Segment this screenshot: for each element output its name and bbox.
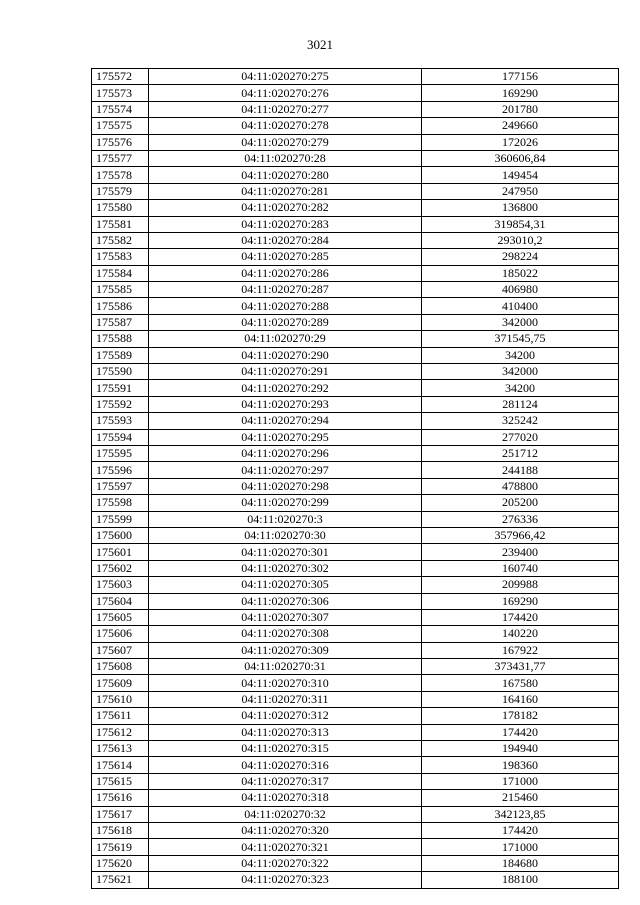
table-row xyxy=(92,445,619,461)
cadastral-value-cell: 34200 xyxy=(422,380,619,396)
cadastral-number-cell: 04:11:020270:28 xyxy=(149,150,422,166)
table-row xyxy=(92,347,619,363)
cadastral-value-cell: 319854,31 xyxy=(422,216,619,232)
row-number-cell: 175609 xyxy=(92,675,149,691)
cadastral-value-cell: 188100 xyxy=(422,872,619,888)
row-number-cell: 175619 xyxy=(92,839,149,855)
cadastral-number-cell: 04:11:020270:294 xyxy=(149,413,422,429)
cadastral-number-cell: 04:11:020270:302 xyxy=(149,560,422,576)
cadastral-value-cell: 244188 xyxy=(422,462,619,478)
cadastral-number-cell: 04:11:020270:315 xyxy=(149,741,422,757)
table-row xyxy=(92,757,619,773)
table-row xyxy=(92,216,619,232)
table-row xyxy=(92,544,619,560)
cadastral-value-cell: 251712 xyxy=(422,445,619,461)
cadastral-number-cell: 04:11:020270:287 xyxy=(149,282,422,298)
cadastral-number-cell: 04:11:020270:30 xyxy=(149,527,422,543)
cadastral-number-cell: 04:11:020270:311 xyxy=(149,691,422,707)
cadastral-value-cell: 171000 xyxy=(422,839,619,855)
cadastral-value-cell: 34200 xyxy=(422,347,619,363)
cadastral-number-cell: 04:11:020270:301 xyxy=(149,544,422,560)
cadastral-value-cell: 136800 xyxy=(422,200,619,216)
row-number-cell: 175611 xyxy=(92,708,149,724)
cadastral-number-cell: 04:11:020270:305 xyxy=(149,577,422,593)
row-number-cell: 175596 xyxy=(92,462,149,478)
cadastral-number-cell: 04:11:020270:285 xyxy=(149,249,422,265)
cadastral-number-cell: 04:11:020270:276 xyxy=(149,85,422,101)
row-number-cell: 175575 xyxy=(92,118,149,134)
table-row xyxy=(92,331,619,347)
table-row xyxy=(92,69,619,85)
table-row xyxy=(92,364,619,380)
table-row xyxy=(92,872,619,888)
cadastral-value-cell: 342000 xyxy=(422,364,619,380)
cadastral-number-cell: 04:11:020270:312 xyxy=(149,708,422,724)
cadastral-value-cell: 178182 xyxy=(422,708,619,724)
table-row xyxy=(92,396,619,412)
row-number-cell: 175600 xyxy=(92,527,149,543)
table-body xyxy=(92,69,619,889)
cadastral-value-cell: 201780 xyxy=(422,101,619,117)
table-row xyxy=(92,609,619,625)
row-number-cell: 175585 xyxy=(92,282,149,298)
cadastral-number-cell: 04:11:020270:289 xyxy=(149,314,422,330)
table-row xyxy=(92,790,619,806)
table-row xyxy=(92,282,619,298)
cadastral-number-cell: 04:11:020270:29 xyxy=(149,331,422,347)
table-row xyxy=(92,134,619,150)
cadastral-value-cell: 215460 xyxy=(422,790,619,806)
row-number-cell: 175583 xyxy=(92,249,149,265)
table-row xyxy=(92,593,619,609)
row-number-cell: 175592 xyxy=(92,396,149,412)
row-number-cell: 175586 xyxy=(92,298,149,314)
cadastral-number-cell: 04:11:020270:322 xyxy=(149,855,422,871)
row-number-cell: 175598 xyxy=(92,495,149,511)
cadastral-value-cell: 357966,42 xyxy=(422,527,619,543)
cadastral-value-cell: 209988 xyxy=(422,577,619,593)
row-number-cell: 175577 xyxy=(92,150,149,166)
cadastral-number-cell: 04:11:020270:282 xyxy=(149,200,422,216)
table-row xyxy=(92,822,619,838)
cadastral-value-cell: 360606,84 xyxy=(422,150,619,166)
row-number-cell: 175582 xyxy=(92,232,149,248)
cadastral-value-cell: 194940 xyxy=(422,741,619,757)
row-number-cell: 175616 xyxy=(92,790,149,806)
cadastral-value-cell: 169290 xyxy=(422,593,619,609)
row-number-cell: 175615 xyxy=(92,773,149,789)
cadastral-value-cell: 171000 xyxy=(422,773,619,789)
cadastral-number-cell: 04:11:020270:281 xyxy=(149,183,422,199)
table-row xyxy=(92,626,619,642)
row-number-cell: 175590 xyxy=(92,364,149,380)
row-number-cell: 175599 xyxy=(92,511,149,527)
row-number-cell: 175597 xyxy=(92,478,149,494)
table-row xyxy=(92,232,619,248)
row-number-cell: 175612 xyxy=(92,724,149,740)
cadastral-number-cell: 04:11:020270:278 xyxy=(149,118,422,134)
cadastral-number-cell: 04:11:020270:31 xyxy=(149,659,422,675)
table-row xyxy=(92,659,619,675)
cadastral-number-cell: 04:11:020270:277 xyxy=(149,101,422,117)
table-row xyxy=(92,642,619,658)
cadastral-value-cell: 177156 xyxy=(422,69,619,85)
table-row xyxy=(92,724,619,740)
cadastral-number-cell: 04:11:020270:318 xyxy=(149,790,422,806)
table-row xyxy=(92,413,619,429)
cadastral-number-cell: 04:11:020270:286 xyxy=(149,265,422,281)
cadastral-value-cell: 342123,85 xyxy=(422,806,619,822)
table-row xyxy=(92,577,619,593)
cadastral-number-cell: 04:11:020270:306 xyxy=(149,593,422,609)
row-number-cell: 175606 xyxy=(92,626,149,642)
cadastral-number-cell: 04:11:020270:3 xyxy=(149,511,422,527)
cadastral-number-cell: 04:11:020270:307 xyxy=(149,609,422,625)
cadastral-value-cell: 247950 xyxy=(422,183,619,199)
cadastral-value-cell: 478800 xyxy=(422,478,619,494)
table-row xyxy=(92,167,619,183)
row-number-cell: 175617 xyxy=(92,806,149,822)
table-row xyxy=(92,462,619,478)
row-number-cell: 175603 xyxy=(92,577,149,593)
row-number-cell: 175578 xyxy=(92,167,149,183)
cadastral-value-cell: 172026 xyxy=(422,134,619,150)
table-row xyxy=(92,839,619,855)
page-number: 3021 xyxy=(307,37,333,52)
table-row xyxy=(92,118,619,134)
cadastral-number-cell: 04:11:020270:296 xyxy=(149,445,422,461)
row-number-cell: 175593 xyxy=(92,413,149,429)
cadastral-value-cell: 325242 xyxy=(422,413,619,429)
cadastral-value-cell: 184680 xyxy=(422,855,619,871)
row-number-cell: 175602 xyxy=(92,560,149,576)
cadastral-number-cell: 04:11:020270:313 xyxy=(149,724,422,740)
table-row xyxy=(92,855,619,871)
cadastral-value-cell: 174420 xyxy=(422,724,619,740)
cadastral-number-cell: 04:11:020270:321 xyxy=(149,839,422,855)
row-number-cell: 175588 xyxy=(92,331,149,347)
table-row xyxy=(92,773,619,789)
row-number-cell: 175613 xyxy=(92,741,149,757)
cadastral-number-cell: 04:11:020270:323 xyxy=(149,872,422,888)
cadastral-value-cell: 239400 xyxy=(422,544,619,560)
cadastral-number-cell: 04:11:020270:288 xyxy=(149,298,422,314)
table-row xyxy=(92,527,619,543)
cadastral-number-cell: 04:11:020270:291 xyxy=(149,364,422,380)
cadastral-value-cell: 277020 xyxy=(422,429,619,445)
table-row xyxy=(92,85,619,101)
cadastral-value-cell: 276336 xyxy=(422,511,619,527)
table-row xyxy=(92,741,619,757)
table-row xyxy=(92,298,619,314)
row-number-cell: 175572 xyxy=(92,69,149,85)
cadastral-value-cell: 174420 xyxy=(422,609,619,625)
table-row xyxy=(92,511,619,527)
row-number-cell: 175620 xyxy=(92,855,149,871)
cadastral-number-cell: 04:11:020270:297 xyxy=(149,462,422,478)
cadastral-number-cell: 04:11:020270:320 xyxy=(149,822,422,838)
row-number-cell: 175608 xyxy=(92,659,149,675)
row-number-cell: 175580 xyxy=(92,200,149,216)
cadastral-value-cell: 160740 xyxy=(422,560,619,576)
row-number-cell: 175621 xyxy=(92,872,149,888)
row-number-cell: 175579 xyxy=(92,183,149,199)
cadastral-value-table xyxy=(91,68,619,889)
table-row xyxy=(92,183,619,199)
cadastral-value-cell: 149454 xyxy=(422,167,619,183)
row-number-cell: 175581 xyxy=(92,216,149,232)
row-number-cell: 175610 xyxy=(92,691,149,707)
cadastral-value-cell: 205200 xyxy=(422,495,619,511)
cadastral-value-cell: 167922 xyxy=(422,642,619,658)
cadastral-value-cell: 371545,75 xyxy=(422,331,619,347)
table-row xyxy=(92,675,619,691)
row-number-cell: 175591 xyxy=(92,380,149,396)
row-number-cell: 175618 xyxy=(92,822,149,838)
row-number-cell: 175601 xyxy=(92,544,149,560)
cadastral-number-cell: 04:11:020270:309 xyxy=(149,642,422,658)
cadastral-number-cell: 04:11:020270:32 xyxy=(149,806,422,822)
cadastral-number-cell: 04:11:020270:310 xyxy=(149,675,422,691)
table-row xyxy=(92,691,619,707)
row-number-cell: 175576 xyxy=(92,134,149,150)
cadastral-number-cell: 04:11:020270:299 xyxy=(149,495,422,511)
cadastral-number-cell: 04:11:020270:280 xyxy=(149,167,422,183)
cadastral-number-cell: 04:11:020270:283 xyxy=(149,216,422,232)
cadastral-number-cell: 04:11:020270:275 xyxy=(149,69,422,85)
cadastral-value-cell: 281124 xyxy=(422,396,619,412)
row-number-cell: 175604 xyxy=(92,593,149,609)
cadastral-value-cell: 298224 xyxy=(422,249,619,265)
cadastral-number-cell: 04:11:020270:295 xyxy=(149,429,422,445)
cadastral-number-cell: 04:11:020270:298 xyxy=(149,478,422,494)
table-row xyxy=(92,806,619,822)
cadastral-number-cell: 04:11:020270:279 xyxy=(149,134,422,150)
cadastral-value-cell: 185022 xyxy=(422,265,619,281)
table-row xyxy=(92,478,619,494)
row-number-cell: 175574 xyxy=(92,101,149,117)
row-number-cell: 175605 xyxy=(92,609,149,625)
table-row xyxy=(92,429,619,445)
table-row xyxy=(92,560,619,576)
row-number-cell: 175584 xyxy=(92,265,149,281)
cadastral-value-cell: 169290 xyxy=(422,85,619,101)
row-number-cell: 175587 xyxy=(92,314,149,330)
cadastral-number-cell: 04:11:020270:284 xyxy=(149,232,422,248)
cadastral-number-cell: 04:11:020270:292 xyxy=(149,380,422,396)
table-row xyxy=(92,495,619,511)
cadastral-value-cell: 174420 xyxy=(422,822,619,838)
cadastral-value-cell: 164160 xyxy=(422,691,619,707)
cadastral-number-cell: 04:11:020270:317 xyxy=(149,773,422,789)
table-row xyxy=(92,265,619,281)
cadastral-number-cell: 04:11:020270:293 xyxy=(149,396,422,412)
table-row xyxy=(92,200,619,216)
row-number-cell: 175614 xyxy=(92,757,149,773)
table-row xyxy=(92,249,619,265)
row-number-cell: 175573 xyxy=(92,85,149,101)
cadastral-value-cell: 167580 xyxy=(422,675,619,691)
row-number-cell: 175607 xyxy=(92,642,149,658)
row-number-cell: 175595 xyxy=(92,445,149,461)
cadastral-value-cell: 293010,2 xyxy=(422,232,619,248)
table-row xyxy=(92,708,619,724)
table-row xyxy=(92,314,619,330)
cadastral-number-cell: 04:11:020270:316 xyxy=(149,757,422,773)
cadastral-value-cell: 406980 xyxy=(422,282,619,298)
cadastral-value-cell: 249660 xyxy=(422,118,619,134)
cadastral-number-cell: 04:11:020270:290 xyxy=(149,347,422,363)
table-row xyxy=(92,101,619,117)
cadastral-value-cell: 140220 xyxy=(422,626,619,642)
cadastral-number-cell: 04:11:020270:308 xyxy=(149,626,422,642)
table-row xyxy=(92,380,619,396)
row-number-cell: 175594 xyxy=(92,429,149,445)
cadastral-value-cell: 198360 xyxy=(422,757,619,773)
cadastral-value-cell: 373431,77 xyxy=(422,659,619,675)
cadastral-value-cell: 410400 xyxy=(422,298,619,314)
row-number-cell: 175589 xyxy=(92,347,149,363)
cadastral-value-cell: 342000 xyxy=(422,314,619,330)
table-row xyxy=(92,150,619,166)
